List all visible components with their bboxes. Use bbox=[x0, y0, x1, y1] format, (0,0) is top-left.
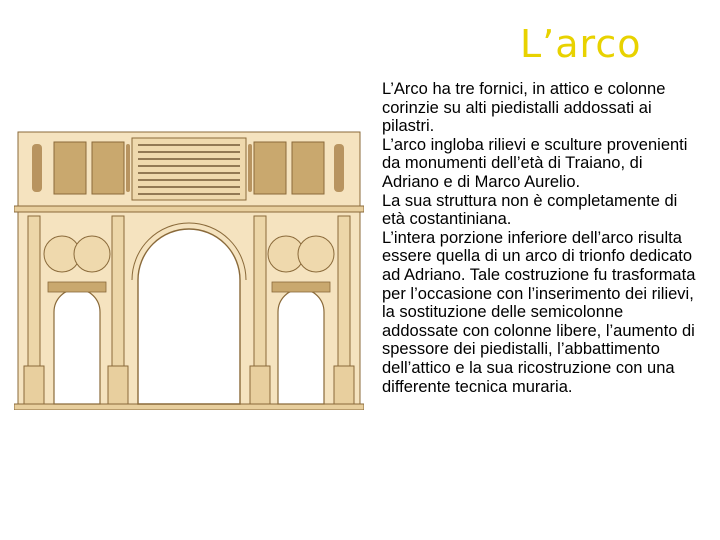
paragraph-2: L’arco ingloba rilievi e sculture provenienti da monumenti dell’età di Traiano, di Adriano e di Marco Aurelio. bbox=[382, 135, 688, 191]
paragraph-1: L’Arco ha tre fornici, in attico e colonne corinzie su alti piedistalli addossati ai pilastri. bbox=[382, 80, 666, 136]
central-arch bbox=[138, 229, 240, 404]
paragraph-4: L’intera porzione inferiore dell’arco risulta essere quella di un arco di trionfo dedicato ad Adriano. Tale costruzione fu trasformata per l’occasione con l’inserimento dei rilievi, la sostituzione delle semicolonne addossate con colonne libere, l’aumento di spessore dei piedistalli, l’abbattimento dell’attico e la sua ricostruzione con una differente tecnica muraria. bbox=[382, 228, 696, 396]
slide-title: L’arco bbox=[520, 22, 642, 66]
inscription-panel bbox=[132, 138, 246, 200]
cornice bbox=[14, 206, 364, 212]
arch-of-constantine-illustration bbox=[14, 130, 364, 410]
paragraph-3: La sua struttura non è completamente di età costantiniana. bbox=[382, 191, 678, 229]
base bbox=[14, 404, 364, 410]
slide-body bbox=[382, 80, 698, 396]
